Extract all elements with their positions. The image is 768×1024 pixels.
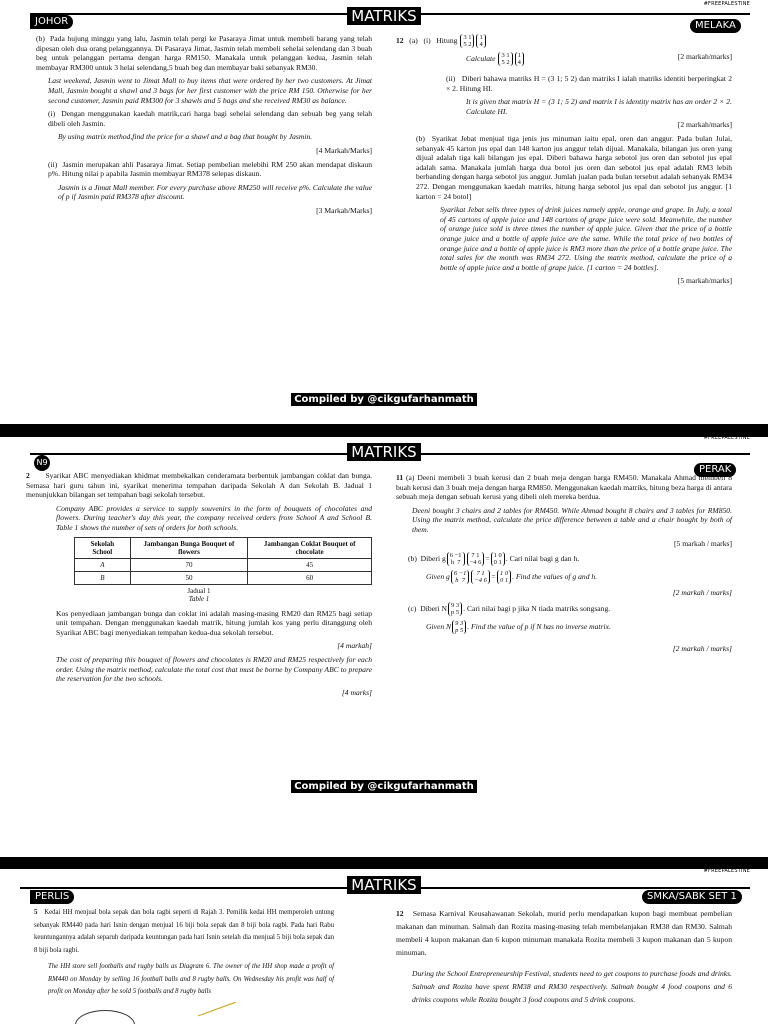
marks-label: [2 markah / marks] — [672, 588, 732, 598]
matrix: 1 4 — [476, 34, 485, 48]
question-left-perlis: 5 Kedai HH menjual bola sepak dan bola ragbi seperti di Rajah 3. Pemilik kedai HH memperoleh untung sebanyak RM440 pada hari Isnin dengan menjual 16 biji bola sepak dan 8 biji bola ragbi. Pada hari Rabu keuntungannya adalah separuh daripada keuntungan pada hari Isnin setelah dia menjual 5 biji bola sepak dan 8 biji bola ragbi. The HH store sell footballs and rugby balls as Diagram 6. The owner of the HH shop made a profit of RM440 on Monday by selling 16 football balls and 8 rugby balls. On Wednesday his profit was half of profit on Monday after he sold 5 footballs and 8 rugby balls — [34, 909, 334, 995]
table-header: Sekolah School — [75, 537, 131, 558]
page-panel-1 — [0, 0, 768, 436]
matrix: 3 1 5 2 — [460, 34, 474, 48]
question-text-en: Last weekend, Jasmin went to Jimat Mall to buy items that were ordered by her two customers. At Jimat Mall, Jasmin bought a shawl and 3 bags for her first customer with the price RM 150. Otherwise for her second customer, Jasmin paid RM300 for 3 shawls and 5 bags and she received RM30 as balance. — [48, 76, 372, 105]
part-label: (ii) — [48, 159, 58, 169]
panel-separator — [0, 857, 768, 869]
page-panel-2 — [0, 437, 768, 857]
section-title: MATRIKS — [0, 8, 768, 25]
question-right-smka: 12 Semasa Karnival Keusahawanan Sekolah, murid perlu mendapatkan kupon bagi membuat pembelian makanan dan minuman. Salmah dan Rozita masing-masing telah membelanjakan RM38 dan RM30. Salmah membeli 4 kupon makanan dan 6 kupon minuman manakala Rozita membeli 3 kupon makanan dan 5 kupon minuman. During the School Entrepreneurship Festival, students need to get coupons to purchase foods and drinks. Salmah and Rozita have spent RM38 and RM30 respectively. Salmah bought 4 food coupons and 6 drinks coupons while Rozita bought 3 food coupons and 5 drink coupons. — [396, 909, 732, 1004]
region-tag-melaka: MELAKA — [690, 19, 741, 33]
marks-label: [4 markah] — [337, 641, 372, 651]
panel-separator — [0, 424, 768, 437]
watermark: #FREEPALESTINE — [703, 868, 750, 874]
table-row: A 70 45 — [75, 558, 372, 571]
question-right-perak: 11 (a) Deeni membeli 3 buah kerusi dan 2 buah meja dengan harga RM450. Manakala Ahmad membeli 8 buah kerusi dan 3 buah meja dengan harga RM850. Menggunakan kaedah matriks, hitung beza harga di antara sebuah meja dengan sebuah kerusi yang dibeli oleh mereka berdua. Deeni bought 3 chairs and 2 tables for RM450. While Ahmad bought 8 chairs and 3 tables for RM850. Using the matrix method, calculate the price difference between a table and a chair bought by both of them. [5 markah / marks] (b) Diberi g 6 −1 h 77 1 −4 6 = 1 0 0 1 . Cari nilai bagi g dan h. Given g 6 −1 h 77 1 −4 6 = 1 0 0 1 . Find the values of g and h. [2 markah / marks] (c) Diberi N 9 3 p 5 . Cari nilai bagi p jika N tiada matriks songsang. Given N 9 3 p 5 . Find the value of p if N has no inverse matrix. [2 markah / marks] — [396, 473, 732, 653]
table-row: B 50 60 — [75, 571, 372, 584]
part-label: (i) — [48, 109, 56, 119]
section-title: MATRIKS — [0, 877, 768, 894]
table-header: Jambangan Coklat Bouquet of chocolate — [248, 537, 372, 558]
question-text-ms: Pada hujung minggu yang lalu, Jasmin telah pergi ke Pasaraya Jimat untuk membeli barang yang telah dipesan oleh dua orang pelanggannya. Di Pasaraya Jimat, Jasmin telah membeli sehelai selendang dan 3 buah beg untuk pelanggan pertama dengan harga RM150. Manakala untuk pelanggan kedua, Jasmin telah membayar RM300 untuk 3 helai selendang,5 buah beg dan membayar baki sebanyak RM30. — [36, 34, 372, 72]
region-tag-johor: JOHOR — [30, 15, 73, 29]
question-right-melaka: 12 (a) (i) Hitung 3 1 5 21 4 Calculate 3 1 5 21 4 [2 markah/marks] (ii) Diberi bahawa matriks H = (3 1; 5 2) dan matriks I ialah matriks identiti berperingkat 2 × 2. Hitung HI. It is given that matrix H = (3 1; 5 2) and matrix I is identity matrix has an order 2 × 2. Calculate HI. [2 markah/marks] (b) Syarikat Jebat menjual tiga jenis jus minuman iaitu epal, oren dan anggur. Pada bulan Julai, sebanyak 45 karton jus epal dan 148 karton jus anggur telah dijual. Manakala, bilangan jus oren yang dijual adalah tiga kali bilangan jus epal. Diberi bahawa harga sebotol jus oren dan sebotol jus epal adalah sama. Manakala jumlah harga dua botol jus oren dan sebotol jus epal adalah RM3 lebih berbanding dengan harga sebotol jus anggur. Jumlah jualan pada bulan tersebut adalah sebanyak RM34 272. Dengan menggunakan kaedah matriks, hitung harga sebotol jus epal dan sebotol jus anggur. [1 karton = 24 botol] Syarikat Jebat sells three types of drink juices namely apple, orange and grape. In July, a total of 45 cartons of apple juice and 148 cartons of grape juice were sold. Meanwhile, the number of orange juice sold is three times the number of apple juice. Given that the price of a bottle orange juice and a bottle of apple juice are the same. While the total price of two bottles of orange juice and a bottle of apple juice is RM3 more than the price of a bottle grape juice. The total sales for the month was RM34 272. Using the matrix method, calculate the price of a bottle of apple juice and a bottle of grape juice. [1 carton = 24 bottles]. [5 markah/marks] — [396, 34, 732, 286]
marks-label: [2 markah / marks] — [672, 643, 732, 653]
marks-label: [4 Markah/Marks] — [316, 145, 372, 155]
marks-label: [4 marks] — [341, 687, 372, 697]
marks-label: [5 markah / marks] — [674, 538, 732, 548]
watermark: #FREEPALESTINE — [703, 1, 750, 7]
table-header: Jambangan Bunga Bouquet of flowers — [130, 537, 248, 558]
watermark: #FREEPALESTINE — [703, 435, 750, 441]
table-caption: Jadual 1 — [187, 586, 211, 595]
marks-label: [2 markah/marks] — [677, 52, 732, 61]
part-label: (b) — [36, 34, 45, 43]
region-tag-n9: N9 — [34, 455, 50, 471]
table-caption: Table 1 — [188, 594, 210, 603]
region-tag-perak: PERAK — [694, 463, 736, 477]
question-left-n9: 2 Syarikat ABC menyediakan khidmat membekalkan cenderamata berbentuk jambangan coklat dan bunga. Semasa hari guru tahun ini, syarikat menerima tempahan daripada Sekolah A dan Sekolah B. Jadual 1 menunjukkan bilangan set tempahan bagi sekolah tersebut. Company ABC provides a service to supply souvenirs in the form of bouquets of chocolates and flowers. During teacher's day this year, the company received orders from School A and School B. Table 1 shows the number of sets of orders for both schools. Sekolah School Jambangan Bunga Bouquet of flowers Jambangan Coklat Bouquet of chocolate A 70 45 B 50 60 Jadual 1 Table 1 Kos penyediaan jambangan bunga dan coklat ini adalah masing-masing RM20 dan RM25 bagi setiap unit tempahan. Dengan menggunakan kaedah matrik, hitung jumlah kos yang perlu ditanggung oleh Syarikat ABC bagi menyediakan tempahan kedua-dua sekolah tersebut. [4 markah] The cost of preparing this bouquet of flowers and chocolates is RM20 and RM25 respectively for each order. Using the matrix method, calculate the total cost that must be borne by Company ABC to prepare the reservation for the two schools. [4 marks] — [26, 471, 373, 697]
credit-label: Compiled by @cikgufarhanmath — [0, 781, 768, 792]
region-tag-perlis: PERLIS — [30, 890, 74, 904]
question-number: 12 — [396, 35, 404, 45]
marks-label: [2 markah/marks] — [677, 120, 732, 130]
page-panel-3 — [0, 869, 768, 1024]
marks-label: [5 markah/marks] — [677, 276, 732, 286]
section-title: MATRIKS — [0, 444, 768, 461]
credit-label: Compiled by @cikgufarhanmath — [0, 394, 768, 405]
marks-label: [3 Markah/Marks] — [316, 205, 372, 215]
region-tag-smka-sabk: SMKA/SABK SET 1 — [642, 890, 742, 904]
question-left-johor: (b) Pada hujung minggu yang lalu, Jasmin telah pergi ke Pasaraya Jimat untuk membeli barang yang telah dipesan oleh dua orang pelanggannya. Di Pasaraya Jimat, Jasmin telah membeli sehelai selendang dan 3 buah beg untuk pelanggan pertama dengan harga RM150. Manakala untuk pelanggan kedua, Jasmin telah membayar RM300 untuk 3 helai selendang,5 buah beg dan membayar baki sebanyak RM30. Last weekend, Jasmin went to Jimat Mall to buy items that were ordered by her two customers. At Jimat Mall, Jasmin bought a shawl and 3 bags for her first customer with the price RM 150. Otherwise for her second customer, Jasmin paid RM300 for 3 shawls and 5 bags and she received RM30 as balance. (i) Dengan menggunakan kaedah matrik,cari harga bagi sehelai selendang dan sebuah beg yang telah dibeli oleh Jasmin. By using matrix method,find the price for a shawl and a bag that bought by Jasmin. [4 Markah/Marks] (ii) Jasmin merupakan ahli Pasaraya Jimat. Setiap pembelian melebihi RM 250 akan mendapat diskaun p%. Hitung nilai p apabila Jasmin membayar RM378 selepas diskaun. Jasmin is a Jimat Mall member. For every purchase above RM250 will receive p%. Calculate the value of p if Jasmin paid RM378 after discount. [3 Markah/Marks] — [36, 34, 372, 215]
orders-table — [74, 537, 372, 585]
